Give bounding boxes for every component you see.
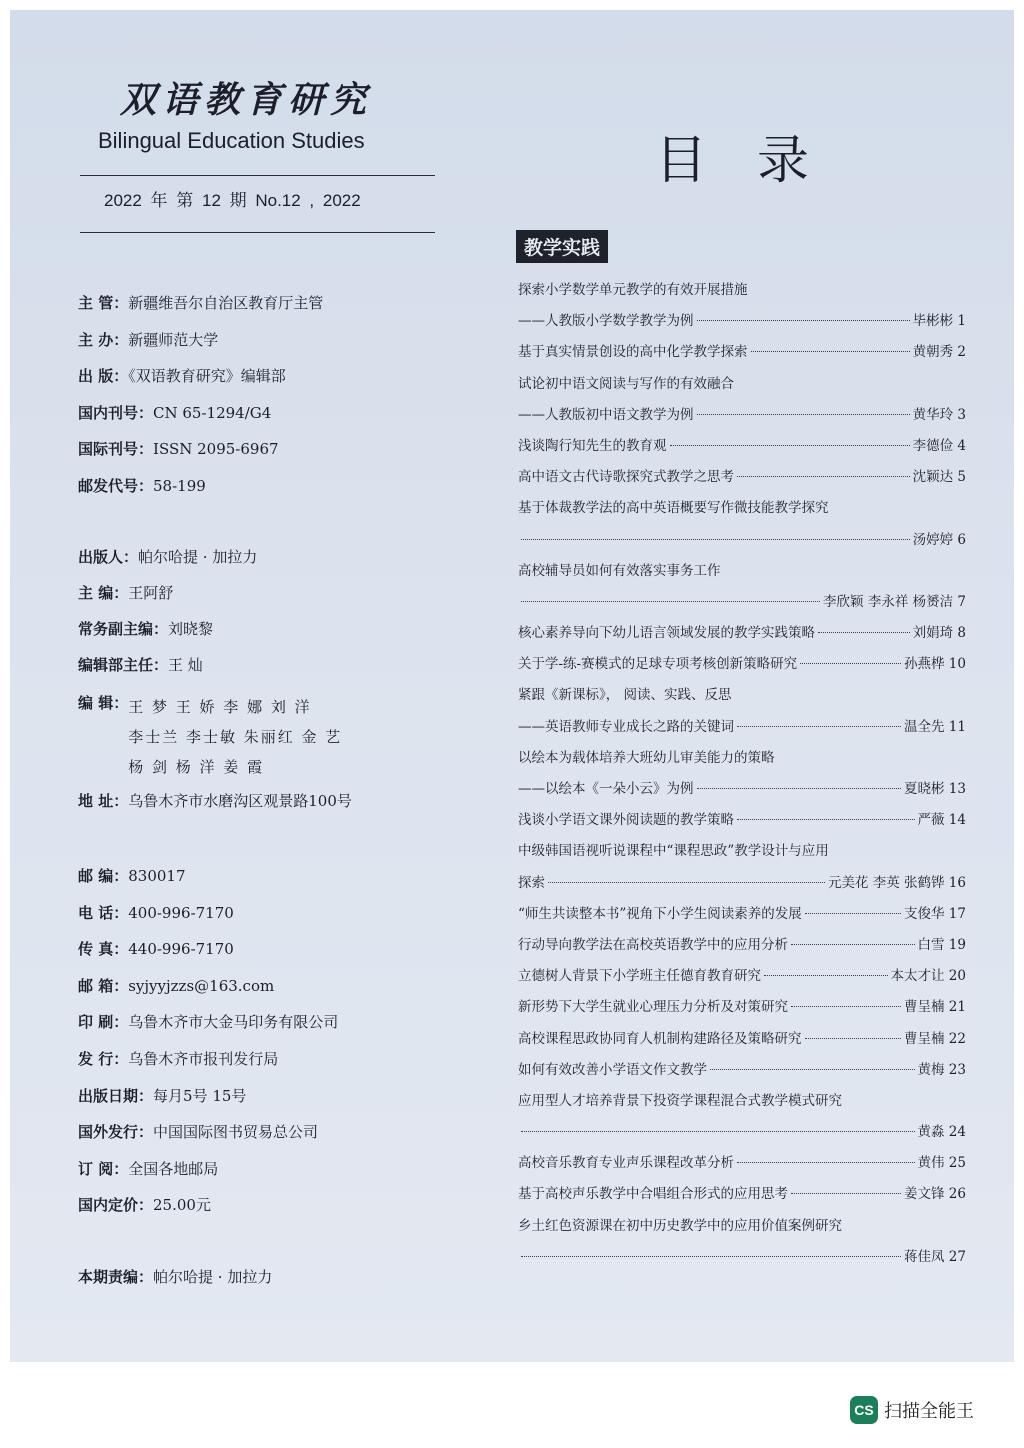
info-value: 25.00元: [153, 1196, 211, 1215]
toc-entry: [518, 1214, 966, 1245]
toc-entry-title: 高校课程思政协同育人机制构建路径及策略研究: [518, 1030, 802, 1047]
toc-entry-title: 核心素养导向下幼儿语言领域发展的教学实践策略: [518, 625, 815, 642]
toc-entry-author-page: 黄华玲 3: [912, 406, 966, 423]
info-value: 刘晓黎: [168, 620, 214, 638]
toc-entry-title: 浅谈小学语文课外阅读题的教学策略: [518, 812, 734, 829]
info-value: 中国国际图书贸易总公司: [153, 1123, 319, 1142]
scanned-page: [10, 10, 1014, 1362]
info-value: 《双语教育研究》编辑部: [128, 367, 286, 385]
leader-dots: [737, 1162, 915, 1163]
info-row: [78, 582, 478, 603]
toc-entry-author-page: 严薇 14: [917, 812, 966, 829]
toc-entry-title: 行动导向教学法在高校英语教学中的应用分析: [518, 936, 788, 953]
info-label: 出 版：: [78, 367, 129, 385]
editors-line: 李士兰 李士敏 朱丽红 金 艺: [128, 728, 343, 746]
leader-dots: [737, 819, 915, 820]
info-row: [78, 1194, 478, 1215]
toc-entry-title: 高校音乐教育专业声乐课程改革分析: [518, 1155, 734, 1172]
info-label: 邮发代号：: [78, 476, 154, 495]
info-label: 传 真：: [78, 940, 129, 959]
section-badge: 教学实践: [516, 230, 608, 263]
toc-entry-title: 以绘本为载体培养大班幼儿审美能力的策略: [518, 749, 775, 766]
info-value: 王阿舒: [128, 584, 174, 602]
leader-dots: [521, 1131, 915, 1132]
info-label: 主 办：: [78, 330, 129, 349]
info-value: 400-996-7170: [128, 903, 234, 922]
address-label: 地 址：: [78, 792, 129, 810]
toc-entry-author-page: 蒋佳凤 27: [904, 1248, 966, 1265]
toc-entry-author-page: 曹呈楠 22: [904, 1030, 966, 1047]
info-row: [78, 902, 478, 923]
toc-entry-title: 立德树人背景下小学班主任德育教育研究: [518, 968, 761, 985]
toc-entry: [518, 372, 966, 403]
leader-dots: [521, 601, 820, 602]
toc-entry-title: 浅谈陶行知先生的教育观: [518, 437, 667, 454]
info-value: 乌鲁木齐市大金马印务有限公司: [128, 1013, 339, 1032]
cs-logo-icon: CS: [850, 1396, 878, 1424]
info-label: 国内定价：: [78, 1196, 154, 1215]
info-row: [78, 975, 478, 996]
info-value: 帕尔哈提 · 加拉力: [138, 548, 258, 566]
leader-dots: [521, 1256, 901, 1257]
toc-entry: [518, 902, 966, 933]
toc-entry: [518, 621, 966, 652]
toc-entry: [518, 1027, 966, 1058]
responsible-value: 帕尔哈提 · 加拉力: [153, 1268, 273, 1286]
responsible-editor: [78, 1266, 478, 1287]
info-label: 编辑部主任：: [78, 656, 169, 674]
info-label: 订 阅：: [78, 1159, 129, 1178]
info-row: [78, 365, 478, 386]
address-line: [78, 790, 478, 811]
journal-title-en: Bilingual Education Studies: [98, 128, 365, 153]
info-value: syjyyjzzs@163.com: [128, 976, 275, 995]
info-value: CN 65-1294/G4: [153, 403, 272, 422]
toc-entry: [518, 746, 966, 777]
info-label: 国际刊号：: [78, 440, 154, 458]
toc-entry-title: 探索: [518, 874, 545, 891]
toc-entry-title: “师生共读整本书”视角下小学生阅读素养的发展: [518, 905, 802, 922]
editors-line: 杨 剑 杨 洋 姜 霞: [128, 758, 265, 776]
leader-dots: [764, 975, 888, 976]
leader-dots: [697, 788, 902, 789]
leader-dots: [791, 1006, 901, 1007]
toc-entry-title: 试论初中语文阅读与写作的有效融合: [518, 375, 734, 392]
info-row: [78, 1085, 478, 1106]
toc-entry-title: ——人教版初中语文教学为例: [518, 406, 694, 423]
info-label: 电 话：: [78, 903, 129, 922]
toc-list: [518, 278, 966, 1276]
info-label: 邮 编：: [78, 867, 129, 885]
toc-entry-title: ——人教版小学数学教学为例: [518, 313, 694, 330]
leader-dots: [737, 726, 901, 727]
leader-dots: [818, 632, 910, 633]
toc-entry-author-page: 李德俭 4: [912, 437, 966, 454]
info-value: 440-996-7170: [128, 940, 234, 959]
toc-entry-title: 基于体裁教学法的高中英语概要写作微技能教学探究: [518, 500, 829, 517]
info-row: [78, 865, 478, 886]
info-label: 出版日期：: [78, 1086, 154, 1105]
toc-entry: [518, 309, 966, 340]
toc-entry-author-page: 黄朝秀 2: [912, 344, 966, 361]
info-row: [78, 1121, 478, 1142]
leader-dots: [670, 445, 910, 446]
info-value: 每月5号 15号: [153, 1086, 247, 1105]
leader-dots: [805, 1038, 902, 1039]
toc-entry: [518, 496, 966, 527]
toc-entry-title: 如何有效改善小学语文作文教学: [518, 1061, 707, 1078]
toc-entry: [518, 777, 966, 808]
info-label: 邮 箱：: [78, 976, 129, 995]
toc-entry-title: 乡土红色资源课在初中历史教学中的应用价值案例研究: [518, 1217, 842, 1234]
divider: [80, 232, 435, 233]
toc-entry: [518, 1245, 966, 1276]
toc-entry-author-page: 姜文锋 26: [904, 1186, 966, 1203]
toc-entry-author-page: 沈颖达 5: [912, 469, 966, 486]
toc-entry-author-page: 汤婷婷 6: [912, 531, 966, 548]
editors-block: [78, 692, 342, 782]
toc-entry: [518, 1120, 966, 1151]
toc-entry: [518, 465, 966, 496]
info-value: 全国各地邮局: [128, 1159, 219, 1178]
toc-entry: [518, 1182, 966, 1213]
responsible-label: 本期责编：: [78, 1268, 154, 1286]
info-label: 印 刷：: [78, 1013, 129, 1032]
leader-dots: [710, 1069, 915, 1070]
info-row: [78, 329, 478, 350]
toc-entry: [518, 1058, 966, 1089]
info-value: 58-199: [153, 476, 206, 495]
info-value: 830017: [128, 867, 186, 885]
info-label: 发 行：: [78, 1050, 129, 1068]
info-value: 乌鲁木齐市报刊发行局: [128, 1050, 279, 1068]
toc-entry: [518, 434, 966, 465]
toc-title: 目录: [655, 131, 860, 191]
info-row: [78, 1158, 478, 1179]
toc-entry: [518, 278, 966, 309]
toc-entry: [518, 808, 966, 839]
toc-entry-title: ——以绘本《一朵小云》为例: [518, 781, 694, 797]
toc-entry: [518, 340, 966, 371]
leader-dots: [791, 1193, 901, 1194]
toc-entry: [518, 871, 966, 902]
editors-label: 编 辑：: [78, 694, 129, 712]
toc-entry-title: 高校辅导员如何有效落实事务工作: [518, 562, 721, 579]
toc-entry-author-page: 毕彬彬 1: [912, 313, 966, 330]
info-row: [78, 1048, 478, 1069]
leader-dots: [737, 476, 910, 477]
leader-dots: [800, 663, 901, 664]
toc-entry-title: 基于高校声乐教学中合唱组合形式的应用思考: [518, 1186, 788, 1203]
address-value: 乌鲁木齐市水磨沟区观景路100号: [128, 792, 352, 810]
toc-entry: [518, 1089, 966, 1120]
info-value: 王 灿: [168, 656, 203, 674]
info-row: [78, 1011, 478, 1032]
toc-entry-author-page: 黄梅 23: [917, 1061, 966, 1078]
info-label: 国内刊号：: [78, 403, 154, 422]
toc-entry-author-page: 元美花 李英 张鹤铧 16: [827, 874, 966, 891]
toc-entry-title: 新形势下大学生就业心理压力分析及对策研究: [518, 999, 788, 1016]
info-row: [78, 654, 478, 675]
info-label: 常务副主编：: [78, 620, 169, 638]
info-row: [78, 618, 478, 639]
toc-entry-title: 中级韩国语视听说课程中“课程思政”教学设计与应用: [518, 843, 829, 860]
info-label: 主 管：: [78, 294, 129, 312]
info-row: [78, 475, 478, 496]
toc-entry-title: 紧跟《新课标》， 阅读、实践、反思: [518, 687, 732, 704]
toc-entry: [518, 839, 966, 870]
toc-entry: [518, 933, 966, 964]
toc-entry: [518, 559, 966, 590]
toc-entry-author-page: 曹呈楠 21: [904, 999, 966, 1016]
toc-entry-author-page: 刘娟琦 8: [912, 625, 966, 642]
info-value: 新疆师范大学: [128, 330, 219, 349]
toc-entry: [518, 683, 966, 714]
toc-entry-title: 探索小学数学单元教学的有效开展措施: [518, 282, 748, 298]
toc-entry: [518, 590, 966, 621]
scanner-watermark: [850, 1396, 974, 1424]
toc-entry-author-page: 夏晓彬 13: [904, 781, 966, 797]
info-row: [78, 292, 478, 313]
toc-entry: [518, 528, 966, 559]
toc-entry: [518, 995, 966, 1026]
info-value: 新疆维吾尔自治区教育厅主管: [128, 294, 324, 312]
leader-dots: [548, 882, 825, 883]
toc-entry-author-page: 温全先 11: [904, 718, 966, 735]
toc-entry-author-page: 李欣颖 李永祥 杨赟洁 7: [823, 593, 966, 610]
info-label: 国外发行：: [78, 1123, 154, 1142]
watermark-text: 扫描全能王: [884, 1401, 974, 1422]
toc-entry-title: 基于真实情景创设的高中化学教学探索: [518, 344, 748, 361]
divider: [80, 175, 435, 176]
toc-entry-author-page: 黄伟 25: [917, 1155, 966, 1172]
toc-entry-author-page: 白雪 19: [917, 936, 966, 953]
toc-entry: [518, 403, 966, 434]
toc-entry: [518, 964, 966, 995]
info-row: [78, 402, 478, 423]
info-row: [78, 938, 478, 959]
toc-entry-title: 应用型人才培养背景下投资学课程混合式教学模式研究: [518, 1092, 842, 1109]
toc-entry: [518, 715, 966, 746]
toc-entry-author-page: 黄淼 24: [917, 1124, 966, 1141]
journal-title-cn: 双语教育研究: [120, 79, 373, 121]
toc-entry-title: ——英语教师专业成长之路的关键词: [518, 718, 734, 735]
info-label: 主 编：: [78, 584, 129, 602]
info-row: [78, 546, 478, 567]
leader-dots: [751, 351, 910, 352]
info-value: ISSN 2095-6967: [153, 440, 279, 458]
toc-entry-author-page: 孙燕桦 10: [904, 656, 966, 673]
toc-entry-title: 关于学-练-赛模式的足球专项考核创新策略研究: [518, 656, 798, 673]
leader-dots: [791, 944, 915, 945]
leader-dots: [697, 414, 910, 415]
issue-line: 2022 年 第 12 期 No.12 , 2022: [104, 191, 361, 210]
info-label: 出版人：: [78, 548, 139, 566]
toc-entry-title: 高中语文古代诗歌探究式教学之思考: [518, 469, 734, 486]
leader-dots: [697, 320, 910, 321]
toc-entry: [518, 652, 966, 683]
toc-entry: [518, 1151, 966, 1182]
info-row: [78, 438, 478, 459]
leader-dots: [805, 913, 901, 914]
toc-entry-author-page: 本太才让 20: [890, 968, 966, 985]
toc-entry-author-page: 支俊华 17: [904, 905, 966, 922]
editors-line: 王 梦 王 娇 李 娜 刘 洋: [128, 698, 312, 716]
leader-dots: [521, 539, 910, 540]
